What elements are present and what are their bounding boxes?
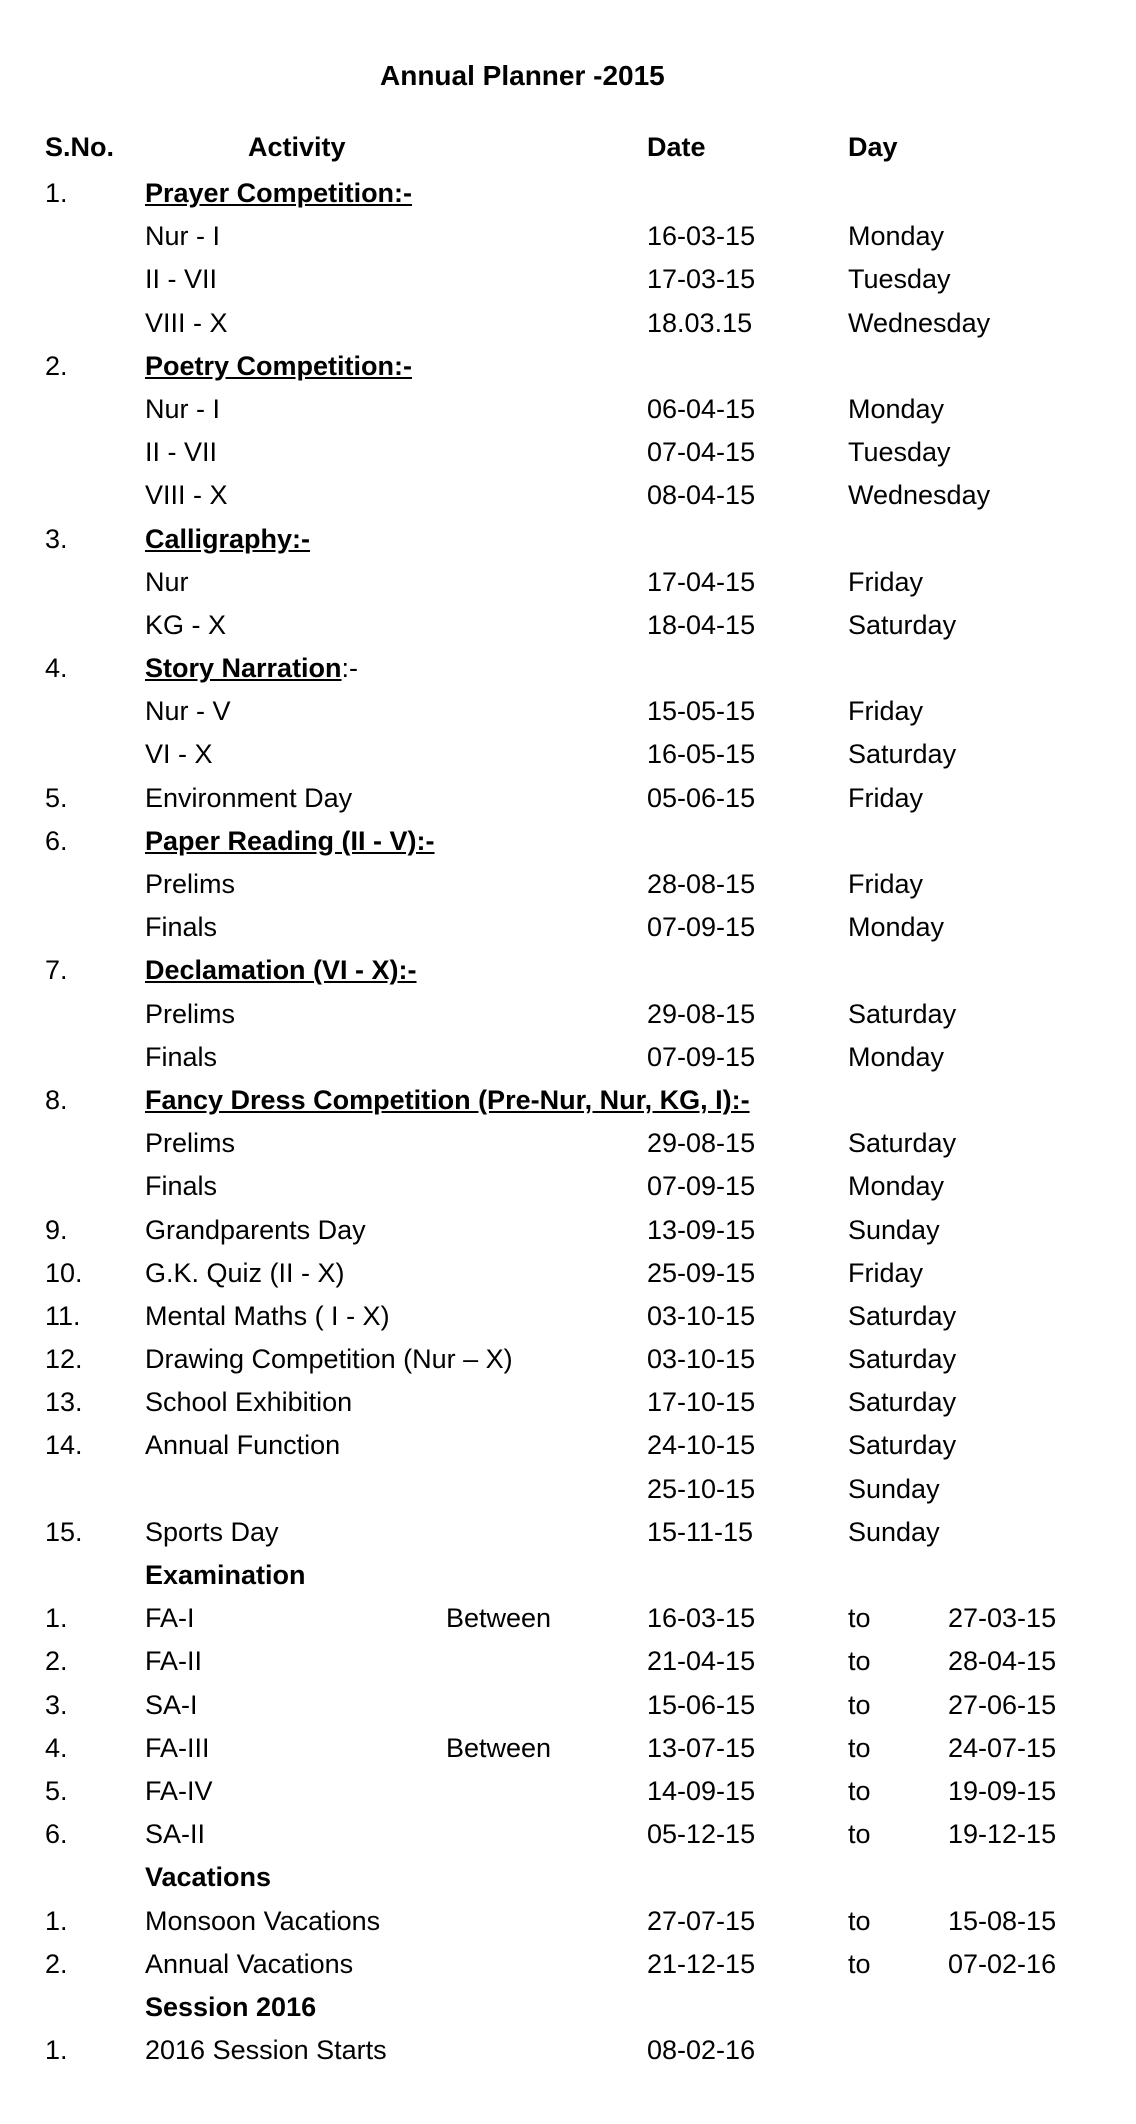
activity-name: Vacations (145, 1862, 272, 1893)
planner-row (0, 1640, 1136, 1683)
date-cell: 07-09-15 (647, 1041, 756, 1072)
activity-cell (145, 1295, 390, 1338)
between-label: Between (446, 1732, 552, 1763)
date-cell: 05-12-15 (647, 1819, 756, 1850)
activity-cell (145, 1252, 345, 1295)
activity-heading-row (0, 820, 1136, 863)
activity-cell (145, 302, 228, 345)
activity-cell (145, 949, 417, 992)
activity-name: II - VII (145, 437, 218, 468)
date-cell: 08-04-15 (647, 480, 756, 511)
planner-row (0, 1295, 1136, 1338)
header-date: Date (647, 132, 706, 162)
activity-cell (145, 1813, 205, 1856)
activity-heading-row (0, 345, 1136, 388)
serial-number: 4. (45, 1732, 68, 1763)
activity-name: Prelims (145, 998, 236, 1029)
date-cell: 27-07-15 (647, 1905, 756, 1936)
activity-name: Nur (145, 566, 189, 597)
planner-row (0, 1209, 1136, 1252)
activity-name: G.K. Quiz (II - X) (145, 1257, 345, 1288)
date-cell: 29-08-15 (647, 1128, 756, 1159)
activity-name: Finals (145, 1171, 218, 1202)
planner-row (0, 431, 1136, 474)
date-cell: 15-11-15 (647, 1516, 754, 1547)
activity-heading-row (0, 949, 1136, 992)
activity-cell (145, 733, 213, 776)
planner-row (0, 1727, 1136, 1770)
day-cell: Monday (848, 221, 945, 252)
day-cell: Saturday (848, 1300, 957, 1331)
day-cell: Saturday (848, 1128, 957, 1159)
serial-number: 9. (45, 1214, 68, 1245)
serial-number: 6. (45, 825, 68, 856)
activity-name: VIII - X (145, 480, 228, 511)
day-cell: Monday (848, 912, 945, 943)
date-cell: 21-12-15 (647, 1948, 756, 1979)
serial-number: 8. (45, 1084, 68, 1115)
planner-row (0, 1511, 1136, 1554)
activity-cell (145, 1381, 352, 1424)
planner-row (0, 1770, 1136, 1813)
planner-row (0, 1813, 1136, 1856)
end-date-cell: 27-06-15 (948, 1689, 1057, 1720)
planner-row (0, 863, 1136, 906)
activity-name: Session 2016 (145, 1991, 317, 2022)
serial-number: 1. (45, 2035, 68, 2066)
activity-cell (145, 690, 231, 733)
activity-name: Fancy Dress Competition (Pre-Nur, Nur, KG, I):- (145, 1084, 750, 1115)
serial-number: 2. (45, 1646, 68, 1677)
day-cell: Sunday (848, 1473, 940, 1504)
activity-name: VI - X (145, 739, 213, 770)
date-cell: 17-10-15 (647, 1387, 756, 1418)
date-cell: 16-05-15 (647, 739, 756, 770)
planner-row (0, 215, 1136, 258)
date-cell: 25-09-15 (647, 1257, 756, 1288)
day-cell: Sunday (848, 1214, 940, 1245)
activity-cell (145, 1986, 316, 2029)
day-cell: Friday (848, 869, 924, 899)
activity-name: FA-II (145, 1646, 203, 1677)
planner-row (0, 906, 1136, 949)
serial-number: 3. (45, 1689, 68, 1720)
date-cell: 03-10-15 (647, 1300, 756, 1331)
planner-rows (0, 172, 1136, 2072)
activity-name: Nur - I (145, 221, 221, 252)
day-cell: Saturday (848, 1344, 957, 1375)
serial-number: 4. (45, 653, 68, 684)
to-label: to (848, 1905, 871, 1936)
to-label: to (848, 1646, 871, 1677)
activity-cell (145, 1727, 210, 1770)
day-cell: Friday (848, 1257, 924, 1288)
serial-number: 5. (45, 1775, 68, 1806)
planner-row (0, 388, 1136, 431)
activity-name: Annual Function (145, 1430, 341, 1461)
planner-row (0, 1381, 1136, 1424)
header-activity: Activity (248, 132, 346, 162)
page-title: Annual Planner -2015 (380, 60, 665, 91)
to-label: to (848, 1732, 871, 1763)
header-sno: S.No. (45, 132, 115, 162)
to-label: to (848, 1775, 871, 1806)
activity-cell (145, 647, 358, 690)
end-date-cell: 19-12-15 (948, 1819, 1057, 1850)
day-cell: Friday (848, 782, 924, 813)
activity-name: SA-II (145, 1819, 206, 1850)
date-cell: 06-04-15 (647, 393, 756, 424)
date-cell: 16-03-15 (647, 1603, 756, 1634)
planner-row (0, 1900, 1136, 1943)
activity-cell (145, 474, 228, 517)
planner-row (0, 993, 1136, 1036)
activity-cell (145, 1424, 340, 1467)
day-cell: Wednesday (848, 307, 991, 338)
date-cell: 08-02-16 (647, 2035, 756, 2066)
activity-name: SA-I (145, 1689, 198, 1720)
serial-number: 1. (45, 178, 68, 208)
activity-name: Poetry Competition:- (145, 350, 412, 381)
date-cell: 24-10-15 (647, 1430, 756, 1461)
serial-number: 10. (45, 1257, 83, 1288)
activity-suffix: :- (341, 653, 359, 684)
date-cell: 16-03-15 (647, 221, 756, 252)
day-cell: Saturday (848, 739, 957, 770)
activity-name: Monsoon Vacations (145, 1905, 381, 1936)
activity-cell (145, 388, 220, 431)
activity-cell (145, 604, 226, 647)
end-date-cell: 27-03-15 (948, 1603, 1057, 1634)
serial-number: 2. (45, 1948, 68, 1979)
activity-name: FA-IV (145, 1775, 213, 1806)
header-day: Day (848, 132, 898, 162)
section-heading-row (0, 1554, 1136, 1597)
day-cell: Tuesday (848, 264, 951, 295)
day-cell: Monday (848, 1041, 945, 1072)
serial-number: 15. (45, 1516, 83, 1547)
activity-name: Calligraphy:- (145, 523, 311, 554)
to-label: to (848, 1689, 871, 1720)
planner-row (0, 474, 1136, 517)
activity-cell (145, 906, 217, 949)
planner-row (0, 302, 1136, 345)
activity-cell (145, 1122, 235, 1165)
activity-cell (145, 777, 352, 820)
serial-number: 3. (45, 523, 68, 554)
serial-number: 5. (45, 782, 68, 813)
activity-cell (145, 1209, 366, 1252)
activity-cell (145, 1856, 271, 1899)
planner-row (0, 1338, 1136, 1381)
planner-row (0, 1036, 1136, 1079)
end-date-cell: 15-08-15 (948, 1905, 1057, 1936)
activity-name: VIII - X (145, 307, 228, 338)
date-cell: 17-04-15 (647, 566, 756, 597)
serial-number: 13. (45, 1387, 83, 1418)
date-cell: 14-09-15 (647, 1775, 756, 1806)
date-cell: 15-06-15 (647, 1689, 756, 1720)
activity-cell (145, 561, 189, 604)
day-cell: Saturday (848, 1387, 957, 1418)
date-cell: 17-03-15 (647, 264, 756, 295)
day-cell: Friday (848, 566, 924, 597)
activity-name: KG - X (145, 609, 227, 640)
activity-name: Drawing Competition (Nur – X) (145, 1344, 513, 1375)
date-cell: 03-10-15 (647, 1344, 756, 1375)
date-cell: 25-10-15 (647, 1473, 756, 1504)
activity-name: Declamation (VI - X):- (145, 955, 417, 986)
planner-row (0, 733, 1136, 776)
date-cell: 07-04-15 (647, 437, 756, 468)
planner-row (0, 690, 1136, 733)
activity-name: FA-I (145, 1603, 195, 1634)
date-cell: 13-09-15 (647, 1214, 756, 1245)
activity-name: II - VII (145, 264, 218, 295)
between-label: Between (446, 1603, 552, 1634)
planner-row (0, 2029, 1136, 2072)
end-date-cell: 07-02-16 (948, 1948, 1057, 1979)
day-cell: Saturday (848, 609, 957, 640)
to-label: to (848, 1948, 871, 1979)
activity-cell (145, 1900, 380, 1943)
activity-name: School Exhibition (145, 1387, 353, 1418)
day-cell: Sunday (848, 1516, 940, 1547)
activity-cell (145, 518, 310, 561)
activity-cell (145, 1640, 202, 1683)
day-cell: Tuesday (848, 437, 951, 468)
activity-cell (145, 1684, 198, 1727)
activity-name: Story Narration (145, 653, 342, 684)
serial-number: 14. (45, 1430, 83, 1461)
serial-number: 11. (45, 1300, 81, 1331)
planner-row (0, 1122, 1136, 1165)
activity-cell (145, 1943, 353, 1986)
end-date-cell: 28-04-15 (948, 1646, 1057, 1677)
planner-row (0, 1597, 1136, 1640)
day-cell: Monday (848, 1171, 945, 1202)
activity-cell (145, 820, 435, 863)
date-cell: 07-09-15 (647, 912, 756, 943)
end-date-cell: 24-07-15 (948, 1732, 1057, 1763)
activity-cell (145, 215, 220, 258)
activity-name: Prayer Competition:- (145, 178, 413, 208)
activity-cell (145, 172, 412, 215)
end-date-cell: 19-09-15 (948, 1775, 1057, 1806)
date-cell: 15-05-15 (647, 696, 756, 727)
activity-heading-row (0, 518, 1136, 561)
serial-number: 1. (45, 1603, 68, 1634)
planner-row (0, 1468, 1136, 1511)
activity-cell (145, 1597, 195, 1640)
activity-name: Prelims (145, 869, 236, 899)
activity-name: 2016 Session Starts (145, 2035, 387, 2066)
activity-cell (145, 431, 217, 474)
activity-name: Finals (145, 1041, 218, 1072)
section-heading-row (0, 1856, 1136, 1899)
serial-number: 6. (45, 1819, 68, 1850)
planner-row (0, 1252, 1136, 1295)
activity-name: Mental Maths ( I - X) (145, 1300, 390, 1331)
activity-cell (145, 1770, 213, 1813)
planner-row (0, 604, 1136, 647)
date-cell: 18-04-15 (647, 609, 756, 640)
day-cell: Saturday (848, 1430, 957, 1461)
activity-cell (145, 1036, 217, 1079)
serial-number: 12. (45, 1344, 83, 1375)
activity-name: Prelims (145, 1128, 236, 1159)
date-cell: 05-06-15 (647, 782, 756, 813)
to-label: to (848, 1603, 871, 1634)
planner-row (0, 1424, 1136, 1467)
serial-number: 2. (45, 350, 68, 381)
activity-cell (145, 1554, 306, 1597)
activity-cell (145, 258, 217, 301)
serial-number: 1. (45, 1905, 68, 1936)
activity-name: FA-III (145, 1732, 210, 1763)
activity-cell (145, 1079, 750, 1122)
activity-name: Paper Reading (II - V):- (145, 825, 435, 856)
planner-row (0, 1165, 1136, 1208)
date-cell: 07-09-15 (647, 1171, 756, 1202)
planner-row (0, 1684, 1136, 1727)
activity-cell (145, 345, 412, 388)
date-cell: 29-08-15 (647, 998, 756, 1029)
activity-name: Nur - V (145, 696, 231, 727)
planner-row (0, 777, 1136, 820)
activity-name: Nur - I (145, 393, 221, 424)
activity-name: Sports Day (145, 1516, 279, 1547)
day-cell: Monday (848, 393, 945, 424)
activity-name: Grandparents Day (145, 1214, 366, 1245)
planner-row (0, 561, 1136, 604)
activity-name: Environment Day (145, 782, 353, 813)
date-cell: 13-07-15 (647, 1732, 756, 1763)
section-heading-row (0, 1986, 1136, 2029)
activity-name: Finals (145, 912, 218, 943)
activity-name: Examination (145, 1560, 306, 1590)
to-label: to (848, 1819, 871, 1850)
day-cell: Friday (848, 696, 924, 727)
activity-cell (145, 1165, 217, 1208)
activity-cell (145, 863, 235, 906)
activity-cell (145, 1338, 513, 1381)
planner-row (0, 258, 1136, 301)
date-cell: 21-04-15 (647, 1646, 756, 1677)
serial-number: 7. (45, 955, 68, 986)
activity-cell (145, 993, 235, 1036)
activity-cell (145, 2029, 387, 2072)
date-cell: 18.03.15 (647, 307, 753, 338)
planner-row (0, 1943, 1136, 1986)
activity-heading-row (0, 172, 1136, 215)
activity-cell (145, 1511, 279, 1554)
activity-name: Annual Vacations (145, 1948, 354, 1979)
activity-heading-row (0, 1079, 1136, 1122)
date-cell: 28-08-15 (647, 869, 756, 899)
day-cell: Saturday (848, 998, 957, 1029)
activity-heading-row (0, 647, 1136, 690)
day-cell: Wednesday (848, 480, 991, 511)
